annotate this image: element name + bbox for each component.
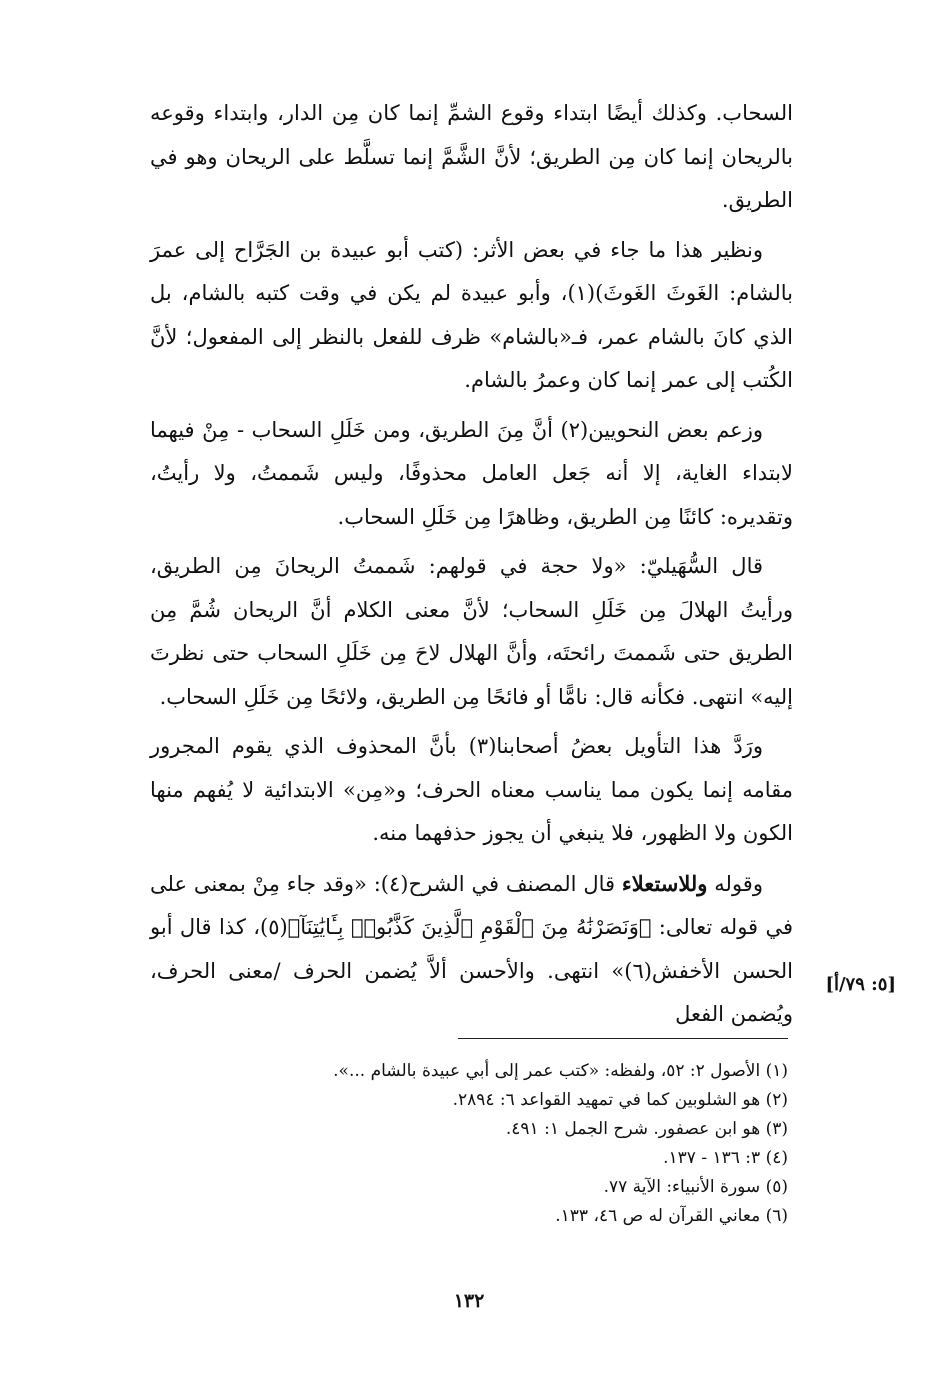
paragraph-6-rest: قال المصنف في الشرح(٤): «وقد جاء مِنْ بمعنى على في قوله تعالى: ﴿وَنَصَرْنَٰهُ مِنَ ٱلْقَوْمِ ٱلَّذِينَ كَذَّبُوا۟ بِـَٔايَٰتِنَآ﴾(٥)، كذا قال أبو الحسن الأخفش(٦)» انتهى. والأحسن ألاَّ يُضمن الحرف /معنى الحرف، ويُضمن الفعل [150,871,793,1026]
footnote-item: (٢) هو الشلوبين كما في تمهيد القواعد ٦: ٢٨٩٤. [452,1090,788,1110]
footnote-item: (٥) سورة الأنبياء: الآية ٧٧. [603,1177,788,1197]
paragraph-2: ونظير هذا ما جاء في بعض الأثر: (كتب أبو عبيدة بن الجَرَّاح إلى عمرَ بالشام: الغَوثَ الغَوثَ)(١)، وأبو عبيدة لم يكن في وقت كتبه بالشام، بل الذي كانَ بالشام عمر، فـ«بالشام» ظرف للفعل بالنظر إلى المفعول؛ لأنَّ الكُتب إلى عمر إنما كان وعمرُ بالشام. [150,237,793,392]
paragraph-6 [150,862,793,1037]
margin-manuscript-reference: [٥: ٧٩/أ] [825,974,896,995]
paragraph-1: السحاب. وكذلك أيضًا ابتداء وقوع الشمِّ إنما كان مِن الدار، وابتداء وقوعه بالريحان إنما كان مِن الطريق؛ لأنَّ الشَّمَّ إنما تسلَّط على الريحان وهو في الطريق. [150,101,793,212]
paragraph-5: ورَدَّ هذا التأويل بعضُ أصحابنا(٣) بأنَّ المحذوف الذي يقوم المجرور مقامه إنما يكون مما يناسب معناه الحرف؛ و«مِن» الابتدائية لا يُفهم منها الكون ولا الظهور، فلا ينبغي أن يجوز حذفهما منه. [150,734,793,845]
footnotes-list [150,1057,788,1231]
main-text-body [150,92,793,1043]
page-number: ١٣٢ [453,1290,485,1312]
paragraph-4: قال السُّهَيليّ: «ولا حجة في قولهم: شَممتُ الريحانَ مِن الطريق، ورأيتُ الهلالَ مِن خَلَلِ السحاب؛ لأنَّ معنى الكلام أنَّ الريحان شُمَّ مِن الطريق حتى شَممتَ رائحتَه، وأنَّ الهلال لاحَ مِن خَلَلِ السحاب حتى نظرتَ إليه» انتهى. فكأنه قال: نامًّا أو فائحًا مِن الطريق، ولائحًا مِن خَلَلِ السحاب. [150,554,793,709]
bold-term: وللاستعلاء [621,870,708,896]
paragraph-3: وزعم بعض النحويين(٢) أنَّ مِنَ الطريق، ومن خَلَلِ السحاب - مِنْ فيهما لابتداء الغاية، إلا أنه جَعل العامل محذوفًا، وليس شَممتُ، ولا رأيتُ، وتقديره: كائنًا مِن الطريق، وظاهرًا مِن خَلَلِ السحاب. [150,417,793,529]
footnote-item: (٦) معاني القرآن له ص ٤٦، ١٣٣. [555,1206,788,1226]
footnote-item: (١) الأصول ٢: ٥٢، ولفظه: «كتب عمر إلى أبي عبيدة بالشام ...». [333,1061,788,1081]
footnote-item: (٤) ٣: ١٣٦ - ١٣٧. [663,1148,788,1168]
footnote-separator [458,1038,788,1039]
paragraph-6-lead: وقوله [707,871,763,896]
footnote-item: (٣) هو ابن عصفور. شرح الجمل ١: ٤٩١. [505,1119,788,1139]
